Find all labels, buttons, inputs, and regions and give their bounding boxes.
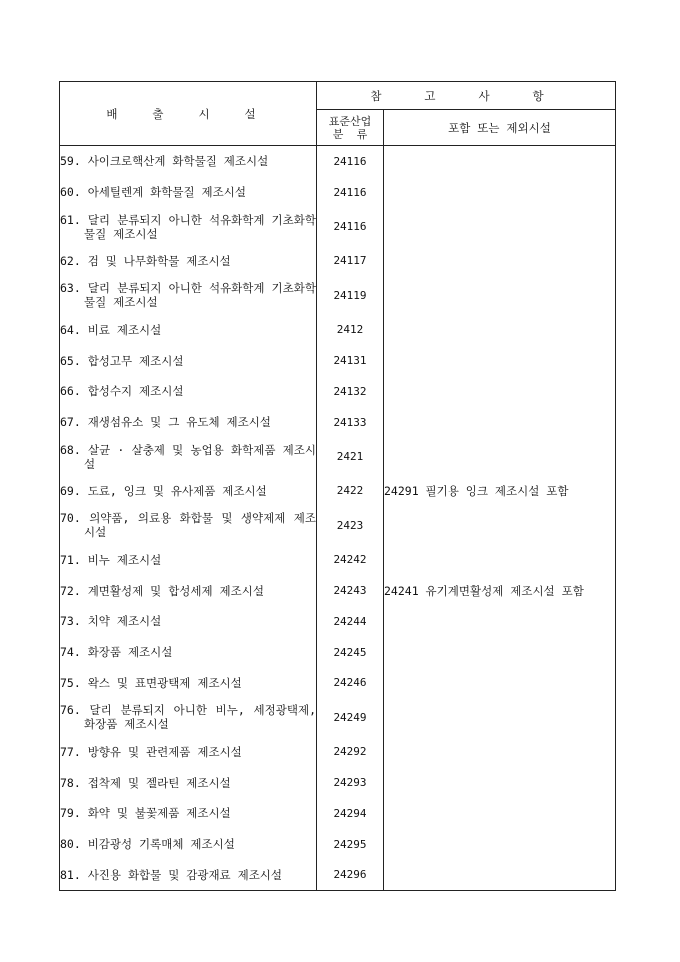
facility-note	[384, 246, 616, 277]
table-row	[60, 668, 616, 699]
facility-name: 73. 치약 제조시설	[60, 614, 162, 629]
facility-note	[384, 544, 616, 575]
facility-note	[384, 438, 616, 476]
header-code-line1: 표준산업	[328, 114, 372, 128]
industry-code: 24117	[317, 246, 384, 277]
industry-code: 24243	[317, 575, 384, 606]
header-reference: 참 고 사 항	[317, 82, 616, 110]
industry-code: 24296	[317, 860, 384, 891]
facility-name: 81. 사진용 화합물 및 감광재료 제조시설	[60, 867, 283, 882]
industry-code: 2422	[317, 476, 384, 507]
table-row	[60, 276, 616, 314]
table-row	[60, 575, 616, 606]
table-row	[60, 345, 616, 376]
industry-code: 24294	[317, 798, 384, 829]
table-row	[60, 246, 616, 277]
industry-code: 24116	[317, 146, 384, 177]
header-code-line2: 분 류	[332, 127, 368, 141]
facility-table	[59, 81, 616, 891]
table-row	[60, 407, 616, 438]
industry-code: 2423	[317, 506, 384, 544]
facility-name: 72. 계면활성제 및 합성세제 제조시설	[60, 583, 264, 598]
facility-name: 68. 살균 · 살충제 및 농업용 화학제품 제조시설	[60, 442, 316, 471]
table-row	[60, 860, 616, 891]
facility-note	[384, 506, 616, 544]
industry-code: 24293	[317, 767, 384, 798]
table-row	[60, 829, 616, 860]
facility-note	[384, 407, 616, 438]
facility-note	[384, 177, 616, 208]
industry-code: 24119	[317, 276, 384, 314]
table-row	[60, 177, 616, 208]
facility-note: 24291 필기용 잉크 제조시설 포함	[384, 476, 616, 507]
header-included-excluded: 포함 또는 제외시설	[384, 110, 616, 146]
facility-name: 62. 검 및 나무화학물 제조시설	[60, 253, 231, 268]
header-emission-facility: 배 출 시 설	[60, 82, 317, 146]
facility-name: 60. 아세틸렌계 화학물질 제조시설	[60, 185, 246, 200]
table-row	[60, 376, 616, 407]
facility-note	[384, 829, 616, 860]
facility-note	[384, 736, 616, 767]
industry-code: 24249	[317, 698, 384, 736]
industry-code: 2421	[317, 438, 384, 476]
facility-name: 77. 방향유 및 관련제품 제조시설	[60, 744, 242, 759]
industry-code: 24132	[317, 376, 384, 407]
table-row	[60, 476, 616, 507]
table-row	[60, 698, 616, 736]
table-row	[60, 736, 616, 767]
table-row	[60, 438, 616, 476]
facility-note	[384, 698, 616, 736]
facility-name: 78. 접착제 및 젤라틴 제조시설	[60, 775, 231, 790]
facility-note	[384, 668, 616, 699]
industry-code: 24244	[317, 606, 384, 637]
industry-code: 24116	[317, 177, 384, 208]
industry-code: 24246	[317, 668, 384, 699]
facility-name: 76. 달리 분류되지 아니한 비누, 세정광택제, 화장품 제조시설	[60, 703, 316, 732]
facility-name: 63. 달리 분류되지 아니한 석유화학계 기초화학물질 제조시설	[60, 281, 316, 310]
industry-code: 24131	[317, 345, 384, 376]
facility-note	[384, 208, 616, 246]
industry-code: 24295	[317, 829, 384, 860]
facility-note	[384, 637, 616, 668]
facility-name: 64. 비료 제조시설	[60, 322, 162, 337]
facility-note	[384, 798, 616, 829]
industry-code: 2412	[317, 314, 384, 345]
industry-code: 24116	[317, 208, 384, 246]
facility-note	[384, 276, 616, 314]
facility-name: 59. 사이크로핵산계 화학물질 제조시설	[60, 154, 269, 169]
industry-code: 24292	[317, 736, 384, 767]
facility-note	[384, 606, 616, 637]
facility-name: 66. 합성수지 제조시설	[60, 384, 184, 399]
table-row	[60, 146, 616, 177]
table-row	[60, 767, 616, 798]
facility-name: 71. 비누 제조시설	[60, 552, 162, 567]
facility-note	[384, 767, 616, 798]
table-row	[60, 506, 616, 544]
facility-note	[384, 376, 616, 407]
facility-name: 69. 도료, 잉크 및 유사제품 제조시설	[60, 483, 267, 498]
industry-code: 24245	[317, 637, 384, 668]
facility-name: 65. 합성고무 제조시설	[60, 353, 184, 368]
facility-note	[384, 146, 616, 177]
facility-name: 75. 왁스 및 표면광택제 제조시설	[60, 675, 242, 690]
table-row	[60, 314, 616, 345]
facility-note	[384, 345, 616, 376]
facility-name: 79. 화약 및 불꽃제품 제조시설	[60, 806, 231, 821]
facility-name: 67. 재생섬유소 및 그 유도체 제조시설	[60, 415, 271, 430]
industry-code: 24242	[317, 544, 384, 575]
facility-name: 70. 의약품, 의료용 화합물 및 생약제제 제조시설	[60, 511, 316, 540]
facility-note	[384, 314, 616, 345]
facility-note	[384, 860, 616, 891]
table-row	[60, 798, 616, 829]
facility-name: 74. 화장품 제조시설	[60, 645, 173, 660]
facility-name: 61. 달리 분류되지 아니한 석유화학계 기초화학물질 제조시설	[60, 212, 316, 241]
facility-note: 24241 유기계면활성제 제조시설 포함	[384, 575, 616, 606]
header-industry-code	[317, 110, 384, 146]
table-row	[60, 637, 616, 668]
table-row	[60, 208, 616, 246]
table-row	[60, 544, 616, 575]
facility-name: 80. 비감광성 기록매체 제조시설	[60, 837, 235, 852]
table-row	[60, 606, 616, 637]
industry-code: 24133	[317, 407, 384, 438]
